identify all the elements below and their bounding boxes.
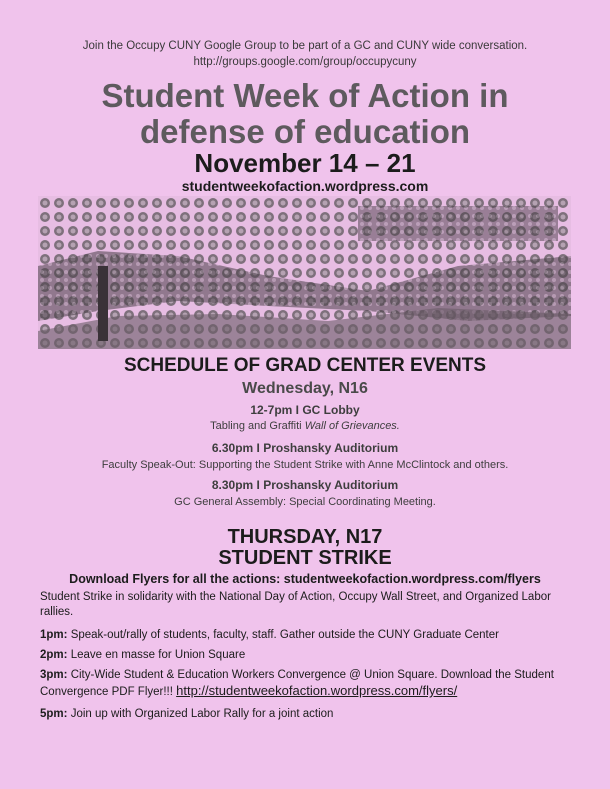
list-item: 5pm: Join up with Organized Labor Rally for a joint action [40,708,334,720]
google-group-text: Join the Occupy CUNY Google Group to be part of a GC and CUNY wide conversation. [82,40,528,52]
event-desc-2: Faculty Speak-Out: Supporting the Student Strike with Anne McClintock and others. [101,459,509,471]
strike-intro: Student Strike in solidarity with the National Day of Action, Occupy Wall Street, and Organized Labor rallies. [40,591,551,618]
list-item: 1pm: Speak-out/rally of students, faculty, staff. Gather outside the CUNY Graduate Center [40,629,499,641]
wednesday-heading: Wednesday, N16 [242,380,368,397]
student-strike-title: STUDENT STRIKE [218,547,392,569]
page-title [0,78,610,150]
event-desc-3: GC General Assembly: Special Coordinating Meeting. [174,496,436,508]
google-group-url[interactable]: http://groups.google.com/group/occupycuny [193,56,417,68]
list-item: 3pm: City-Wide Student & Education Workers Convergence @ Union Square. Download the Student Convergence PDF Flyer!!! http://studentweekofaction.wordpress.com/flyers/ [40,669,554,698]
event-desc-1: Tabling and Graffiti Wall of Grievances. [210,420,400,432]
event-time-3: 8.30pm I Proshansky Auditorium [211,478,399,492]
title-line-1: Student Week of Action in [101,77,509,114]
list-item: 2pm: Leave en masse for Union Square [40,649,246,661]
event-time-1: 12-7pm I GC Lobby [250,403,360,417]
event-time-2: 6.30pm I Proshansky Auditorium [211,441,399,455]
thursday-heading [0,527,610,569]
website-link[interactable]: studentweekofaction.wordpress.com [181,178,429,194]
title-line-2: defense of education [139,113,471,150]
header-note [0,38,610,70]
download-flyers[interactable]: Download Flyers for all the actions: studentweekofaction.wordpress.com/flyers [69,572,541,586]
thursday-date: THURSDAY, N17 [227,526,383,548]
protest-photo [38,196,571,349]
flyers-link[interactable]: http://studentweekofaction.wordpress.com/flyers/ [176,683,458,698]
schedule-heading: SCHEDULE OF GRAD CENTER EVENTS [123,355,487,376]
event-dates: November 14 – 21 [194,148,416,178]
